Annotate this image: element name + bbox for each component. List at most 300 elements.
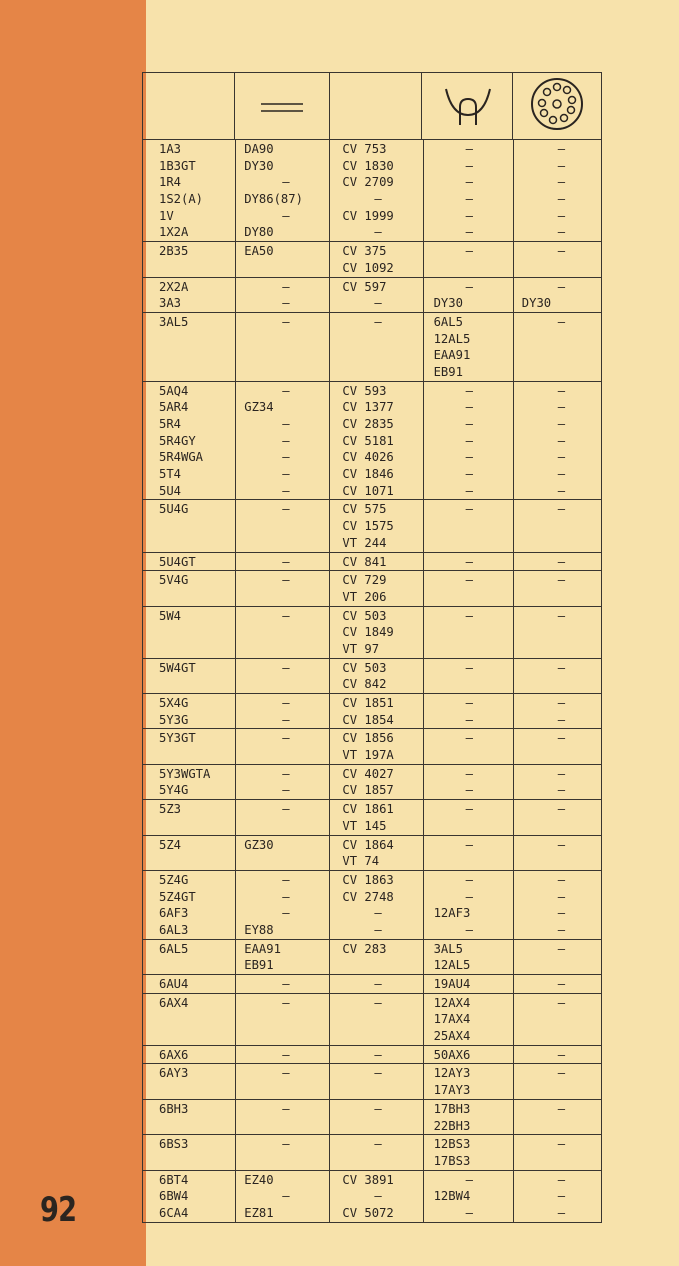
cell-equivalent	[236, 571, 330, 605]
cell-text: –	[465, 279, 473, 294]
cell-text: VT 244	[342, 535, 387, 550]
cell-type	[143, 1064, 236, 1098]
cell-base-variant	[514, 940, 601, 974]
cell-text: CV 1864	[342, 837, 394, 852]
cell-type	[143, 975, 236, 993]
cell-text: –	[465, 731, 473, 746]
cell-text: 50AX6	[433, 1047, 471, 1062]
cell-text	[244, 624, 329, 641]
cell-text: –	[374, 1047, 382, 1062]
cell-equivalent	[236, 1064, 330, 1098]
cell-text: VT 206	[342, 589, 387, 604]
cell-text: VT 145	[342, 818, 387, 833]
cell-text: –	[282, 554, 290, 569]
cell-text: 6AL5	[433, 314, 463, 329]
cell-text: CV 503	[342, 608, 387, 623]
cell-text: –	[557, 1172, 566, 1187]
cell-text: –	[557, 244, 566, 259]
cell-text	[159, 364, 235, 381]
cell-text: 5U4G	[159, 502, 189, 517]
cell-text: CV 1575	[342, 519, 394, 534]
cell-text: EB91	[244, 958, 274, 973]
cell-text: CV 1863	[342, 872, 394, 887]
cell-text: –	[282, 872, 290, 887]
cell-text	[342, 331, 422, 348]
cell-base-variant	[514, 571, 601, 605]
cell-text	[159, 641, 235, 658]
cell-text: –	[282, 175, 290, 190]
cell-text: –	[282, 731, 290, 746]
cell-text: 5AR4	[159, 400, 189, 415]
cell-text	[522, 535, 601, 552]
cell-cv-number	[330, 994, 423, 1045]
cell-text: VT 97	[342, 641, 380, 656]
table-body	[142, 140, 602, 1223]
cell-text	[522, 957, 601, 974]
cell-text: –	[465, 660, 473, 675]
cell-heater-variant	[424, 994, 514, 1045]
cell-heater-variant	[424, 1171, 514, 1222]
cell-text	[159, 853, 235, 870]
cell-text	[159, 589, 235, 606]
cell-cv-number	[330, 553, 423, 571]
header-equals	[235, 73, 330, 139]
cell-text: –	[282, 608, 290, 623]
cell-text: 12AF3	[433, 906, 471, 921]
cell-text	[522, 1082, 601, 1099]
cell-equivalent	[236, 1171, 330, 1222]
cell-text: –	[557, 1047, 566, 1062]
cell-text: CV 1857	[342, 783, 394, 798]
cell-text	[434, 641, 513, 658]
cell-cv-number	[330, 1100, 423, 1134]
cell-cv-number	[330, 871, 423, 939]
cell-text: –	[374, 977, 382, 991]
cell-text: –	[282, 1047, 290, 1062]
cell-text: –	[557, 417, 566, 431]
cell-text: 22BH3	[433, 1118, 471, 1133]
cell-text: 1A3	[159, 142, 182, 156]
cell-base-variant	[514, 1046, 601, 1064]
cell-cv-number	[330, 659, 423, 693]
cell-text: 5U4	[159, 483, 182, 498]
cell-heater-variant	[424, 694, 514, 728]
cell-equivalent	[236, 836, 330, 870]
cell-text: 1V	[159, 208, 174, 223]
cell-text	[522, 1028, 601, 1045]
cell-text: –	[557, 872, 566, 887]
table-row	[142, 694, 602, 729]
cell-text: CV 4027	[342, 766, 394, 781]
cell-text	[342, 347, 422, 364]
cell-type	[143, 607, 236, 658]
cell-heater-variant	[424, 836, 514, 870]
cell-type	[143, 500, 236, 551]
cell-text: –	[374, 296, 382, 311]
cell-text	[522, 818, 601, 835]
cell-text: –	[282, 802, 290, 817]
cell-text: 19AU4	[433, 977, 471, 991]
cell-text: CV 1092	[342, 260, 394, 275]
cell-text: –	[557, 1137, 566, 1152]
cell-text: 5Z4GT	[159, 889, 196, 904]
cell-text: –	[282, 296, 290, 311]
cell-type	[143, 940, 236, 974]
cell-equivalent	[236, 1046, 330, 1064]
cell-text: –	[465, 433, 473, 448]
cell-text: DY80	[244, 225, 274, 240]
cell-text: –	[465, 244, 473, 259]
cell-text: –	[374, 192, 382, 207]
cell-text: EY88	[244, 922, 274, 937]
cell-text: DY30	[521, 296, 552, 311]
cell-base-variant	[514, 140, 601, 241]
cell-text: –	[282, 977, 290, 991]
cell-text: 5Y3GT	[159, 731, 196, 746]
cell-text: 12BW4	[433, 1189, 471, 1204]
cell-base-variant	[514, 836, 601, 870]
cell-heater-variant	[424, 571, 514, 605]
cell-text: –	[282, 417, 290, 431]
cell-heater-variant	[424, 140, 514, 241]
cell-text: CV 2709	[342, 175, 394, 190]
table-row	[142, 1135, 602, 1170]
cell-text: 3A3	[159, 296, 182, 311]
cell-text	[434, 624, 513, 641]
cell-text: CV 753	[342, 142, 387, 156]
cell-text: 1S2(A)	[159, 192, 204, 207]
cell-cv-number	[330, 278, 423, 312]
cell-text	[244, 1153, 329, 1170]
cell-text: CV 1071	[342, 483, 394, 498]
cell-text: 17BH3	[433, 1101, 471, 1116]
cell-text	[159, 331, 235, 348]
table-row	[142, 800, 602, 835]
cell-text	[244, 331, 329, 348]
cell-text: 5Z3	[159, 802, 182, 817]
cell-base-variant	[514, 729, 601, 763]
cell-text: 5V4G	[159, 573, 189, 588]
cell-text: 6BT4	[159, 1172, 189, 1187]
cell-base-variant	[514, 659, 601, 693]
cell-text	[159, 1011, 235, 1028]
cell-cv-number	[330, 140, 423, 241]
cell-text: –	[557, 731, 566, 746]
cell-text: 12BS3	[433, 1137, 471, 1152]
cell-text: –	[465, 696, 473, 710]
cell-heater-variant	[424, 313, 514, 381]
cell-text: –	[465, 573, 473, 588]
cell-text: –	[557, 279, 566, 294]
cell-text	[434, 853, 513, 870]
cell-heater-variant	[424, 765, 514, 799]
cell-text: CV 729	[342, 573, 387, 588]
cell-text: –	[282, 573, 290, 588]
cell-text: –	[465, 192, 473, 207]
cell-equivalent	[236, 607, 330, 658]
cell-text	[244, 1028, 329, 1045]
cell-text: –	[282, 660, 290, 675]
cell-text: –	[465, 889, 473, 904]
cell-text	[244, 518, 329, 535]
cell-text: –	[282, 1137, 290, 1152]
cell-text: 6BH3	[159, 1101, 189, 1116]
cell-text	[522, 641, 601, 658]
cell-cv-number	[330, 571, 423, 605]
cell-text: –	[557, 225, 566, 240]
cell-text: 5Y4G	[159, 783, 189, 798]
cell-text: –	[557, 383, 566, 398]
cell-type	[143, 242, 236, 276]
cell-text	[244, 364, 329, 381]
cell-text: CV 1846	[342, 467, 394, 482]
cell-cv-number	[330, 694, 423, 728]
cell-base-variant	[514, 553, 601, 571]
cell-heater-variant	[424, 800, 514, 834]
cell-heater-variant	[424, 1135, 514, 1169]
cell-text: –	[557, 783, 566, 798]
cell-text	[159, 957, 235, 974]
cell-cv-number	[330, 313, 423, 381]
cell-equivalent	[236, 871, 330, 939]
cell-base-variant	[514, 994, 601, 1045]
cell-cv-number	[330, 607, 423, 658]
cell-text: –	[465, 142, 473, 156]
cell-base-variant	[514, 500, 601, 551]
valve-base-icon	[513, 73, 601, 139]
cell-text: EAA91	[433, 348, 471, 363]
cell-cv-number	[330, 800, 423, 834]
cell-text	[159, 518, 235, 535]
cell-text: –	[557, 400, 566, 415]
cell-text: CV 841	[342, 554, 387, 569]
page-number: 92	[40, 1190, 77, 1230]
table-row	[142, 140, 602, 242]
cell-cv-number	[330, 382, 423, 500]
cell-text	[342, 1028, 422, 1045]
cell-text: 5W4GT	[159, 660, 196, 675]
cell-text: 6CA4	[159, 1205, 189, 1220]
cell-text: –	[282, 433, 290, 448]
cell-type	[143, 140, 236, 241]
cell-text: –	[557, 660, 566, 675]
cell-text: –	[465, 383, 473, 398]
cell-text: –	[282, 696, 290, 710]
cell-text: –	[465, 483, 473, 498]
cell-text: CV 1854	[342, 712, 394, 727]
cell-text	[342, 1118, 422, 1135]
cell-text: –	[557, 554, 566, 569]
cell-text: –	[465, 837, 473, 852]
cell-text: 6AU4	[159, 977, 189, 991]
cell-text: DY30	[244, 158, 274, 173]
cell-text: –	[557, 608, 566, 623]
table-row	[142, 871, 602, 940]
cell-equivalent	[236, 1100, 330, 1134]
cell-text: CV 503	[342, 660, 387, 675]
cell-text	[434, 676, 513, 693]
cell-text: 5R4GY	[159, 433, 196, 448]
cell-text: 5Z4	[159, 837, 182, 852]
cell-text: EA50	[244, 244, 274, 259]
cell-text: 3AL5	[159, 314, 189, 329]
cell-equivalent	[236, 553, 330, 571]
table-row	[142, 765, 602, 800]
cell-text: DY30	[433, 296, 463, 311]
cell-text: 6AY3	[159, 1066, 189, 1081]
header-blank	[143, 73, 235, 139]
cell-type	[143, 765, 236, 799]
cell-cv-number	[330, 242, 423, 276]
cell-text: 12AL5	[433, 958, 471, 973]
cell-text: 3AL5	[433, 941, 463, 956]
cell-text: 6BS3	[159, 1137, 189, 1152]
cell-text: –	[557, 922, 566, 937]
cell-text: 6AL5	[159, 941, 189, 956]
cell-text: CV 1856	[342, 731, 394, 746]
cell-text: EAA91	[244, 941, 281, 956]
cell-text: CV 1377	[342, 400, 394, 415]
table-row	[142, 607, 602, 659]
cell-type	[143, 694, 236, 728]
cell-text: 6AX4	[159, 995, 189, 1010]
cell-text: –	[557, 1205, 566, 1220]
cell-equivalent	[236, 1135, 330, 1169]
cell-equivalent	[236, 975, 330, 993]
cell-text: CV 1849	[342, 625, 394, 640]
cell-cv-number	[330, 1171, 423, 1222]
cell-text: 1R4	[159, 175, 182, 190]
cell-text: 5U4GT	[159, 554, 196, 569]
cell-text: –	[282, 889, 290, 904]
cell-cv-number	[330, 1046, 423, 1064]
cell-text: –	[282, 783, 290, 798]
cell-text: 5X4G	[159, 696, 189, 710]
cell-type	[143, 382, 236, 500]
cell-text: CV 593	[342, 383, 387, 398]
cell-text: 2X2A	[159, 279, 189, 294]
cell-heater-variant	[424, 871, 514, 939]
cell-text: GZ34	[244, 400, 274, 415]
cell-text	[342, 364, 422, 381]
cell-text: –	[374, 922, 382, 937]
cell-text: VT 74	[342, 854, 380, 869]
cell-text	[522, 364, 601, 381]
cell-text	[522, 1011, 601, 1028]
cell-text: –	[282, 502, 290, 517]
cell-text: –	[282, 314, 290, 329]
cell-text	[244, 747, 329, 764]
cell-text: –	[465, 608, 473, 623]
cell-text: –	[557, 450, 566, 465]
cell-base-variant	[514, 1171, 601, 1222]
cell-text: –	[282, 208, 290, 223]
cell-text: 17AY3	[433, 1083, 471, 1098]
cell-heater-variant	[424, 1064, 514, 1098]
cell-text	[159, 676, 235, 693]
cell-text	[522, 347, 601, 364]
cell-text: CV 842	[342, 677, 387, 692]
cell-text: –	[557, 142, 566, 156]
header-valve-base	[513, 73, 601, 139]
cell-text	[522, 1153, 601, 1170]
cell-cv-number	[330, 1064, 423, 1098]
cell-text	[342, 957, 422, 974]
cell-text	[159, 1153, 235, 1170]
cell-text: CV 2835	[342, 417, 394, 431]
cell-type	[143, 1135, 236, 1169]
cell-text	[522, 1118, 601, 1135]
cell-text: 5W4	[159, 608, 182, 623]
cell-text: –	[557, 696, 566, 710]
table-row	[142, 836, 602, 871]
cell-text: –	[557, 941, 566, 956]
cell-text	[522, 747, 601, 764]
cell-cv-number	[330, 500, 423, 551]
cell-text: –	[282, 1189, 290, 1204]
cell-text: –	[557, 766, 566, 781]
table-row	[142, 729, 602, 764]
cell-text	[244, 641, 329, 658]
equals-symbol-icon	[235, 73, 329, 139]
table-row	[142, 278, 602, 313]
cell-text: CV 283	[342, 941, 387, 956]
cell-text	[159, 818, 235, 835]
cell-text	[244, 347, 329, 364]
cell-heater-variant	[424, 553, 514, 571]
cell-text	[244, 535, 329, 552]
cell-text	[522, 331, 601, 348]
cell-text: 1B3GT	[159, 158, 196, 173]
equivalents-table	[142, 72, 602, 1223]
cell-text: –	[282, 1101, 290, 1116]
cell-text: CV 4026	[342, 450, 394, 465]
cell-text: –	[465, 400, 473, 415]
table-header	[142, 72, 602, 140]
cell-base-variant	[514, 765, 601, 799]
cell-type	[143, 278, 236, 312]
table-row	[142, 571, 602, 606]
cell-text	[159, 624, 235, 641]
cell-base-variant	[514, 1064, 601, 1098]
cell-text: 6AL3	[159, 922, 189, 937]
cell-text: –	[557, 433, 566, 448]
cell-text: –	[465, 783, 473, 798]
cell-text: VT 197A	[342, 748, 394, 763]
cell-text: –	[282, 279, 290, 294]
cell-text: 5Z4G	[159, 872, 189, 887]
cell-text	[342, 1011, 422, 1028]
cell-base-variant	[514, 278, 601, 312]
cell-text: –	[465, 502, 473, 517]
cell-text: DA90	[244, 142, 274, 156]
cell-text: CV 1999	[342, 208, 394, 223]
cell-base-variant	[514, 694, 601, 728]
cell-text	[159, 535, 235, 552]
cell-equivalent	[236, 994, 330, 1045]
cell-text: 5Y3WGTA	[159, 766, 211, 781]
cell-equivalent	[236, 278, 330, 312]
cell-cv-number	[330, 765, 423, 799]
cell-text	[244, 676, 329, 693]
cell-type	[143, 313, 236, 381]
cell-text: –	[374, 1189, 382, 1204]
cell-text: –	[282, 383, 290, 398]
cell-text: EZ81	[244, 1205, 274, 1220]
cell-text	[434, 747, 513, 764]
cell-text: –	[557, 467, 566, 482]
cell-type	[143, 1100, 236, 1134]
